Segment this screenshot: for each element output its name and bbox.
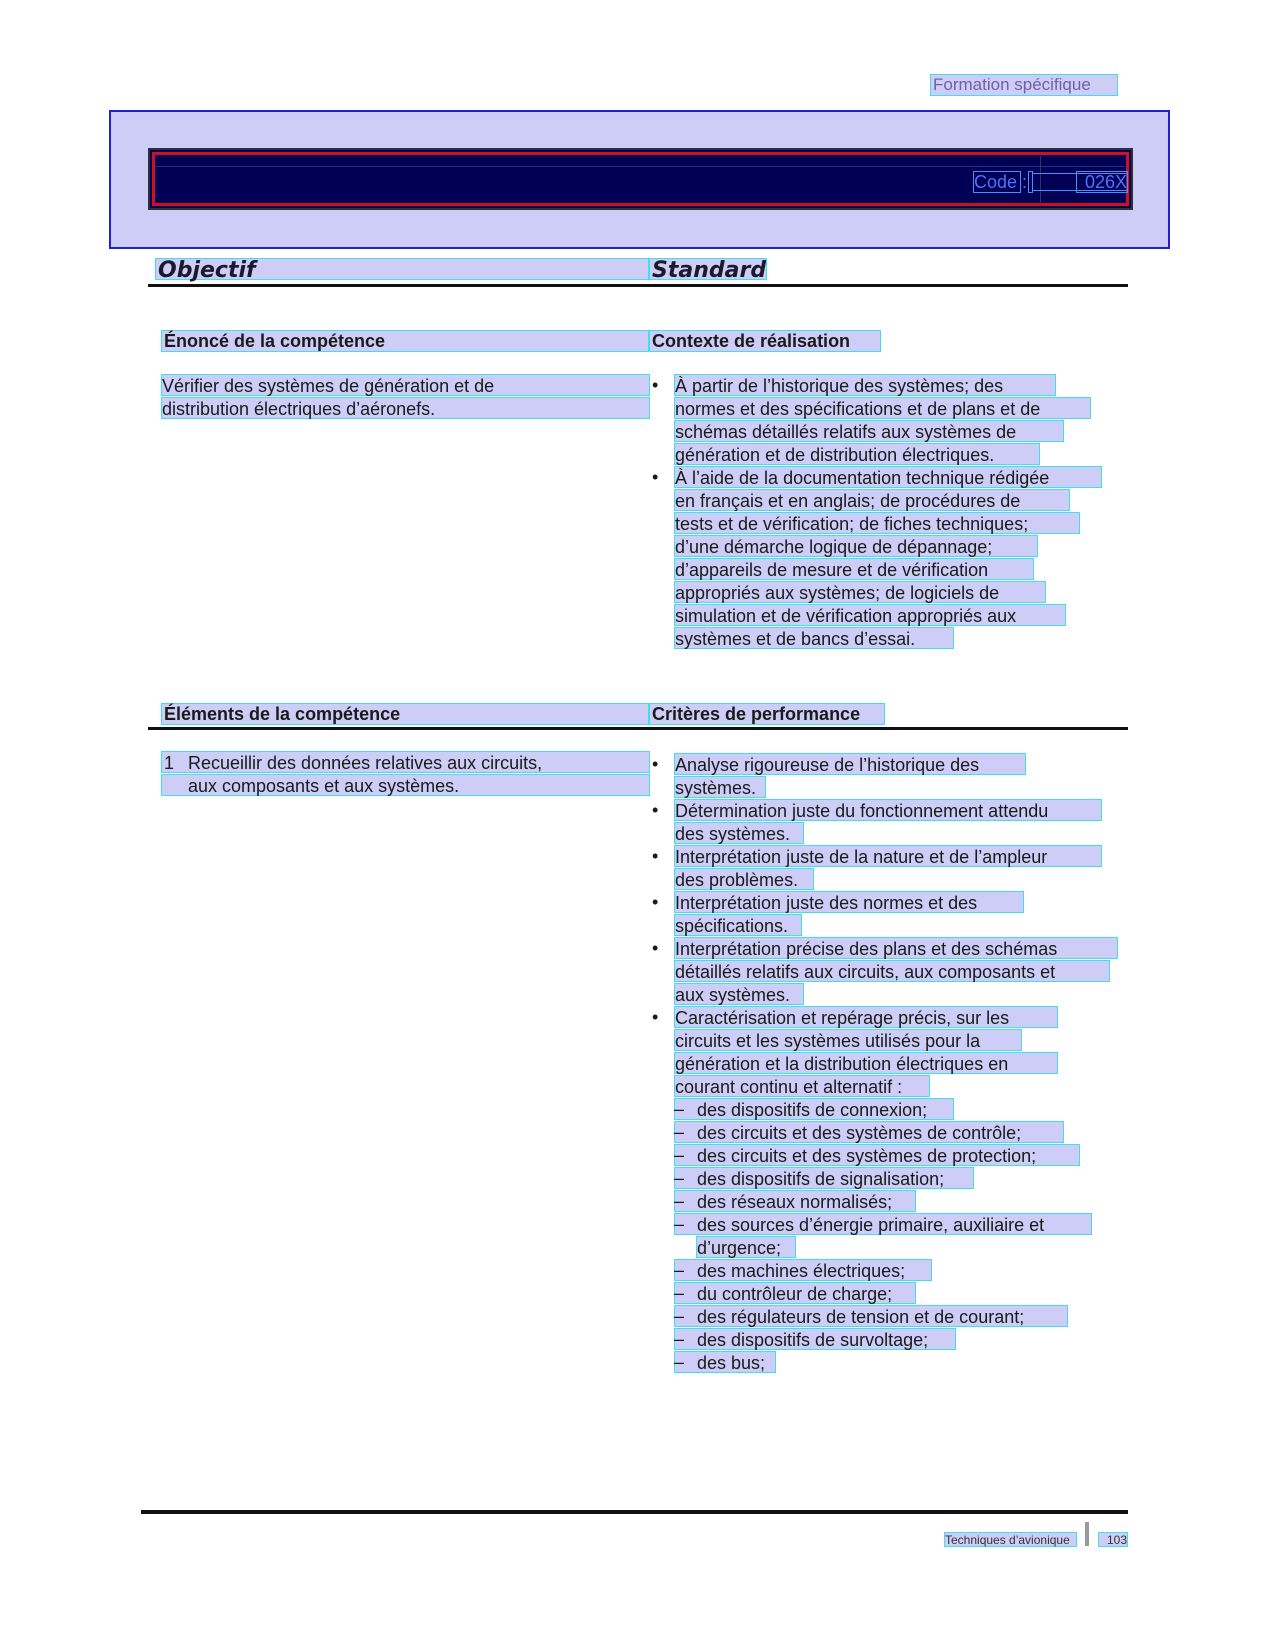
- sub-item: [674, 1351, 1120, 1373]
- item-line: spécifications.: [674, 914, 802, 936]
- sub-item: [674, 1213, 1120, 1258]
- sub-item: [674, 1144, 1120, 1166]
- dash-icon: –: [674, 1168, 685, 1188]
- item-line: Caractérisation et repérage précis, sur les: [674, 1006, 1058, 1028]
- heading-criteres: Critères de performance: [649, 703, 885, 725]
- dash-icon: –: [674, 1191, 685, 1211]
- bullet-icon: •: [652, 800, 659, 820]
- element-text: Recueillir des données relatives aux circuits,: [188, 753, 543, 773]
- competence-statement: [161, 374, 650, 420]
- sub-item-line: des dispositifs de signalisation;: [674, 1167, 974, 1189]
- dash-icon: –: [674, 1260, 685, 1280]
- bullet-icon: •: [652, 846, 659, 866]
- dash-icon: –: [674, 1099, 685, 1119]
- sub-item-line: des sources d’énergie primaire, auxiliaire et: [674, 1213, 1092, 1235]
- list-item: [650, 753, 1120, 798]
- sub-item: [674, 1190, 1120, 1212]
- sub-item: [674, 1282, 1120, 1304]
- section-rule: [148, 727, 1128, 730]
- list-item: [650, 1006, 1120, 1373]
- heading-enonce: Énoncé de la compétence: [161, 330, 649, 352]
- bullet-icon: •: [652, 467, 659, 487]
- dash-icon: –: [674, 1352, 685, 1372]
- sub-item-line: des circuits et des systèmes de protection;: [674, 1144, 1080, 1166]
- dash-icon: –: [674, 1283, 685, 1303]
- item-line: Analyse rigoureuse de l’historique des: [674, 753, 1026, 775]
- list-item: [650, 845, 1120, 890]
- sub-item: [674, 1121, 1120, 1143]
- footer-rule: [141, 1510, 1128, 1514]
- element-line: aux composants et aux systèmes.: [161, 774, 650, 796]
- code-value: 026X: [1076, 171, 1128, 193]
- sub-item-line: des machines électriques;: [674, 1259, 932, 1281]
- item-line: circuits et les systèmes utilisés pour la: [674, 1029, 1022, 1051]
- bullet-icon: •: [652, 375, 659, 395]
- banner-rule: [155, 166, 1125, 167]
- criteria-list: [650, 753, 1120, 1374]
- bullet-icon: •: [652, 892, 659, 912]
- heading-elements: Éléments de la compétence: [161, 703, 649, 725]
- item-line: des problèmes.: [674, 868, 814, 890]
- list-item: [650, 466, 1110, 649]
- item-line: appropriés aux systèmes; de logiciels de: [674, 581, 1046, 603]
- sub-item-line: des régulateurs de tension et de courant;: [674, 1305, 1068, 1327]
- sub-item: [674, 1328, 1120, 1350]
- dash-icon: –: [674, 1214, 685, 1234]
- footer-separator: [1085, 1522, 1089, 1546]
- item-line: des systèmes.: [674, 822, 804, 844]
- item-line: d’une démarche logique de dépannage;: [674, 535, 1038, 557]
- item-line: simulation et de vérification appropriés aux: [674, 604, 1066, 626]
- element-line: [161, 751, 650, 773]
- heading-contexte: Contexte de réalisation: [649, 330, 881, 352]
- context-list: [650, 374, 1110, 650]
- bullet-icon: •: [652, 938, 659, 958]
- competence-element: [161, 751, 650, 797]
- bullet-icon: •: [652, 754, 659, 774]
- item-line: systèmes.: [674, 776, 766, 798]
- sub-item: [674, 1305, 1120, 1327]
- sub-item: [674, 1259, 1120, 1281]
- item-line: À l’aide de la documentation technique rédigée: [674, 466, 1102, 488]
- sub-item: [674, 1167, 1120, 1189]
- sub-item-line: du contrôleur de charge;: [674, 1282, 916, 1304]
- sub-item-line: des réseaux normalisés;: [674, 1190, 916, 1212]
- dash-icon: –: [674, 1122, 685, 1142]
- section-label: Formation spécifique: [930, 74, 1118, 96]
- list-item: [650, 799, 1120, 844]
- item-line: génération et de distribution électriques.: [674, 443, 1040, 465]
- sub-item: [674, 1098, 1120, 1120]
- list-item: [650, 937, 1120, 1005]
- sub-item-line: d’urgence;: [696, 1236, 796, 1258]
- page-number: 103: [1098, 1532, 1128, 1547]
- dash-icon: –: [674, 1306, 685, 1326]
- header-rule: [148, 284, 1128, 287]
- sub-list: [674, 1098, 1120, 1373]
- item-line: schémas détaillés relatifs aux systèmes de: [674, 420, 1064, 442]
- item-line: tests et de vérification; de fiches techniques;: [674, 512, 1080, 534]
- item-line: d’appareils de mesure et de vérification: [674, 558, 1034, 580]
- column-title-standard: Standard: [649, 258, 767, 280]
- sub-item-line: des dispositifs de survoltage;: [674, 1328, 956, 1350]
- item-line: en français et en anglais; de procédures de: [674, 489, 1070, 511]
- bullet-icon: •: [652, 1007, 659, 1027]
- dash-icon: –: [674, 1145, 685, 1165]
- dash-icon: –: [674, 1329, 685, 1349]
- sub-item-line: des bus;: [674, 1351, 776, 1373]
- statement-line: distribution électriques d’aéronefs.: [161, 397, 650, 419]
- code-separator: [1028, 171, 1033, 193]
- item-line: courant continu et alternatif :: [674, 1075, 930, 1097]
- item-line: Interprétation précise des plans et des schémas: [674, 937, 1118, 959]
- code-label: Code :: [974, 172, 1028, 192]
- item-line: Interprétation juste des normes et des: [674, 891, 1024, 913]
- item-line: À partir de l’historique des systèmes; des: [674, 374, 1056, 396]
- sub-item-line: des circuits et des systèmes de contrôle;: [674, 1121, 1064, 1143]
- element-number: 1: [164, 753, 175, 773]
- item-line: Interprétation juste de la nature et de l’ampleur: [674, 845, 1102, 867]
- item-line: normes et des spécifications et de plans et de: [674, 397, 1091, 419]
- item-line: aux systèmes.: [674, 983, 804, 1005]
- list-item: [650, 374, 1110, 465]
- sub-item-line: des dispositifs de connexion;: [674, 1098, 954, 1120]
- column-title-objectif: Objectif: [155, 258, 649, 280]
- footer-program-title: Techniques d’avionique: [944, 1532, 1077, 1547]
- item-line: génération et la distribution électriques en: [674, 1052, 1058, 1074]
- item-line: détaillés relatifs aux circuits, aux composants et: [674, 960, 1110, 982]
- item-line: Détermination juste du fonctionnement attendu: [674, 799, 1102, 821]
- statement-line: Vérifier des systèmes de génération et de: [161, 374, 650, 396]
- list-item: [650, 891, 1120, 936]
- item-line: systèmes et de bancs d’essai.: [674, 627, 954, 649]
